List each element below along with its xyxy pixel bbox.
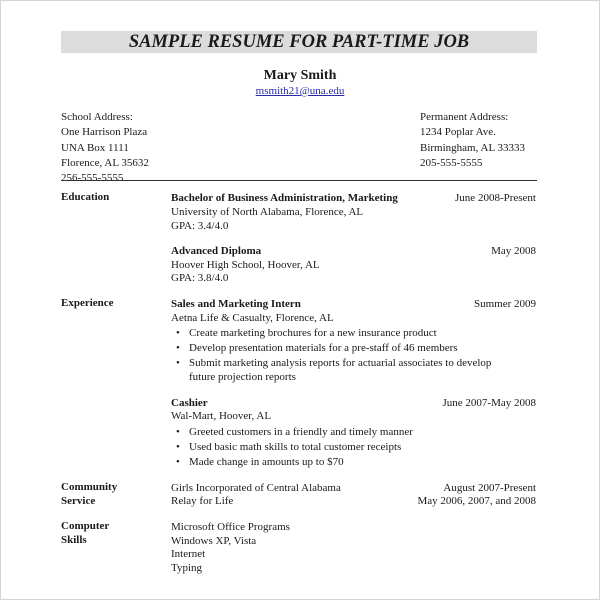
- bullet-item: [176, 326, 437, 340]
- job-date: June 2007-May 2008: [442, 397, 536, 409]
- permanent-address-label: Permanent Address:: [420, 111, 509, 123]
- job-title: Sales and Marketing Intern: [171, 298, 301, 310]
- document-title: SAMPLE RESUME FOR PART-TIME JOB: [61, 31, 537, 53]
- bullet-icon: •: [176, 426, 180, 438]
- education-entry-header: [171, 244, 536, 258]
- bullet-continuation: future projection reports: [189, 371, 296, 383]
- bullet-icon: •: [176, 342, 180, 354]
- diploma-date: May 2008: [491, 245, 536, 257]
- school-phone: 256-555-5555: [61, 172, 124, 185]
- community-item-text: Relay for Life: [171, 495, 234, 507]
- bullet-icon: •: [176, 357, 180, 369]
- job-header: [171, 396, 536, 410]
- community-item-date: August 2007-Present: [443, 482, 536, 494]
- skill-item: Internet: [171, 548, 206, 560]
- diploma-title: Advanced Diploma: [171, 245, 262, 257]
- skill-item: Typing: [171, 562, 203, 574]
- school-address-line: One Harrison Plaza: [61, 126, 148, 139]
- bullet-item: [176, 455, 344, 469]
- community-item-date: May 2006, 2007, and 2008: [417, 495, 536, 507]
- skill-item: Windows XP, Vista: [171, 535, 257, 547]
- bullet-item: [176, 440, 401, 454]
- school-address: [61, 110, 149, 186]
- education-gpa: GPA: 3.4/4.0: [171, 220, 229, 232]
- skills-heading-line: Computer: [61, 520, 110, 532]
- header-divider: [61, 180, 537, 181]
- community-heading: [61, 481, 117, 508]
- degree-date: June 2008-Present: [455, 192, 536, 204]
- bullet-icon: •: [176, 441, 180, 453]
- bullet-item: [176, 356, 491, 370]
- permanent-address-line: Birmingham, AL 33333: [420, 141, 526, 154]
- experience-heading: Experience: [61, 297, 114, 309]
- permanent-address-line: 1234 Poplar Ave.: [420, 126, 496, 139]
- community-item-text: Girls Incorporated of Central Alabama: [171, 482, 341, 494]
- permanent-phone: 205-555-5555: [420, 156, 483, 169]
- bullet-text: Develop presentation materials for a pre-staff of 46 members: [189, 342, 458, 354]
- education-gpa: GPA: 3.8/4.0: [171, 272, 229, 284]
- job-organization: Aetna Life & Casualty, Florence, AL: [171, 312, 334, 324]
- bullet-icon: •: [176, 327, 180, 339]
- bullet-text: Greeted customers in a friendly and timely manner: [189, 426, 413, 438]
- education-line: Hoover High School, Hoover, AL: [171, 259, 320, 271]
- skills-heading: [61, 520, 109, 547]
- community-item: [171, 494, 536, 508]
- school-address-label: School Address:: [61, 111, 133, 123]
- community-heading-line: Service: [61, 494, 96, 507]
- school-address-line: Florence, AL 35632: [61, 156, 149, 169]
- skill-item: Microsoft Office Programs: [171, 521, 290, 533]
- job-date: Summer 2009: [473, 298, 536, 310]
- education-line: University of North Alabama, Florence, AL: [171, 206, 364, 218]
- bullet-item: [176, 425, 413, 439]
- bullet-item: [176, 341, 458, 355]
- job-organization: Wal-Mart, Hoover, AL: [171, 410, 272, 422]
- community-heading-line: Community: [61, 481, 118, 493]
- permanent-address: [420, 110, 525, 171]
- bullet-icon: •: [176, 456, 180, 468]
- job-title: Cashier: [171, 397, 208, 409]
- email-line: [0, 85, 600, 97]
- applicant-name: Mary Smith: [263, 68, 337, 83]
- skills-heading-line: Skills: [61, 533, 87, 546]
- job-header: [171, 297, 536, 311]
- email-link[interactable]: msmith21@una.edu: [255, 85, 345, 97]
- bullet-text: Create marketing brochures for a new insurance product: [189, 327, 437, 339]
- school-address-line: UNA Box 1111: [61, 141, 129, 154]
- education-entry-header: [171, 191, 536, 205]
- bullet-text: Submit marketing analysis reports for actuarial associates to develop: [189, 357, 492, 369]
- community-item: [171, 481, 536, 495]
- education-heading: Education: [61, 191, 110, 203]
- degree-title: Bachelor of Business Administration, Marketing: [171, 192, 398, 204]
- bullet-text: Used basic math skills to total customer receipts: [189, 441, 402, 453]
- bullet-text: Made change in amounts up to $70: [189, 456, 344, 468]
